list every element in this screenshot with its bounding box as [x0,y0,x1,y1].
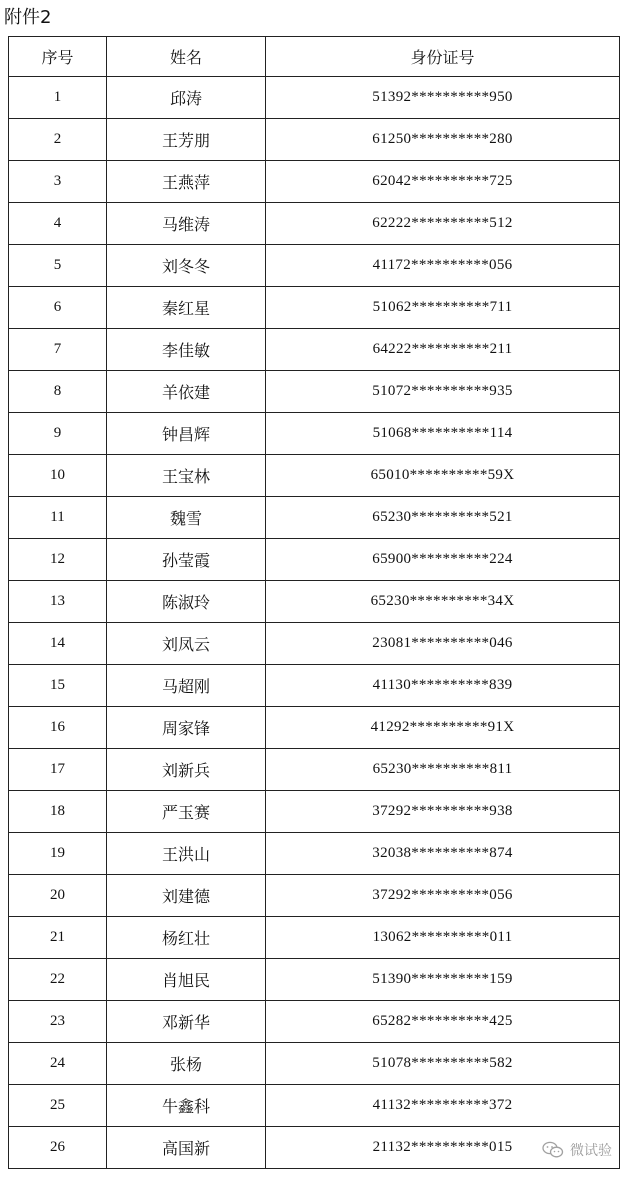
table-row [9,707,620,749]
row-id-number: 61250**********280 [266,119,620,161]
row-index: 2 [9,119,107,161]
row-index: 3 [9,161,107,203]
row-id-number: 13062**********011 [266,917,620,959]
row-name: 李佳敏 [107,329,266,371]
row-name: 钟昌辉 [107,413,266,455]
row-id-number: 65230**********811 [266,749,620,791]
header-name: 姓名 [107,37,266,77]
row-name: 秦红星 [107,287,266,329]
row-name: 刘凤云 [107,623,266,665]
table-row [9,1001,620,1043]
table-row [9,203,620,245]
row-index: 23 [9,1001,107,1043]
table-header-row [9,37,620,77]
row-index: 18 [9,791,107,833]
wechat-icon [542,1141,564,1159]
row-name: 刘冬冬 [107,245,266,287]
row-id-number: 51062**********711 [266,287,620,329]
row-name: 肖旭民 [107,959,266,1001]
row-index: 26 [9,1127,107,1169]
row-name: 严玉赛 [107,791,266,833]
row-name: 王燕萍 [107,161,266,203]
watermark-text: 微试验 [570,1143,612,1159]
row-index: 25 [9,1085,107,1127]
table-row [9,581,620,623]
row-index: 1 [9,77,107,119]
row-name: 高国新 [107,1127,266,1169]
row-index: 8 [9,371,107,413]
row-index: 13 [9,581,107,623]
row-index: 17 [9,749,107,791]
row-id-number: 65230**********34X [266,581,620,623]
row-id-number: 37292**********938 [266,791,620,833]
row-id-number: 41132**********372 [266,1085,620,1127]
row-name: 牛鑫科 [107,1085,266,1127]
row-id-number: 51392**********950 [266,77,620,119]
row-name: 王宝林 [107,455,266,497]
row-index: 14 [9,623,107,665]
row-name: 陈淑玲 [107,581,266,623]
table-row [9,539,620,581]
row-name: 王洪山 [107,833,266,875]
row-name: 羊依建 [107,371,266,413]
row-index: 7 [9,329,107,371]
row-index: 19 [9,833,107,875]
row-name: 马维涛 [107,203,266,245]
row-index: 10 [9,455,107,497]
row-id-number: 32038**********874 [266,833,620,875]
table-row [9,413,620,455]
row-index: 24 [9,1043,107,1085]
table-row [9,497,620,539]
row-name: 杨红壮 [107,917,266,959]
row-index: 16 [9,707,107,749]
row-name: 孙莹霞 [107,539,266,581]
row-index: 12 [9,539,107,581]
row-name: 刘建德 [107,875,266,917]
row-index: 9 [9,413,107,455]
table-row [9,875,620,917]
table-row [9,959,620,1001]
row-name: 魏雪 [107,497,266,539]
row-index: 11 [9,497,107,539]
row-index: 4 [9,203,107,245]
roster-table [8,36,620,1169]
row-id-number: 41130**********839 [266,665,620,707]
table-row [9,833,620,875]
table-row [9,749,620,791]
row-id-number: 51078**********582 [266,1043,620,1085]
table-body [9,77,620,1169]
row-index: 21 [9,917,107,959]
row-name: 刘新兵 [107,749,266,791]
row-id-number: 62222**********512 [266,203,620,245]
row-name: 马超刚 [107,665,266,707]
table-row [9,455,620,497]
row-index: 15 [9,665,107,707]
row-id-number: 64222**********211 [266,329,620,371]
table-row [9,1043,620,1085]
watermark [542,1140,612,1160]
row-id-number: 65010**********59X [266,455,620,497]
row-id-number: 23081**********046 [266,623,620,665]
row-index: 5 [9,245,107,287]
row-id-number: 62042**********725 [266,161,620,203]
table-row [9,77,620,119]
table-row [9,245,620,287]
header-index: 序号 [9,37,107,77]
row-name: 邱涛 [107,77,266,119]
row-index: 6 [9,287,107,329]
header-id-number: 身份证号 [266,37,620,77]
row-id-number: 41172**********056 [266,245,620,287]
row-name: 周家锋 [107,707,266,749]
table-row [9,371,620,413]
attachment-label: 附件2 [4,7,52,28]
row-id-number: 65900**********224 [266,539,620,581]
row-index: 20 [9,875,107,917]
table-row [9,287,620,329]
row-name: 王芳朋 [107,119,266,161]
row-id-number: 21132**********015 [266,1127,620,1169]
row-id-number: 51390**********159 [266,959,620,1001]
table-row [9,119,620,161]
row-id-number: 37292**********056 [266,875,620,917]
row-id-number: 51072**********935 [266,371,620,413]
row-id-number: 41292**********91X [266,707,620,749]
row-index: 22 [9,959,107,1001]
row-name: 张杨 [107,1043,266,1085]
table-row [9,791,620,833]
row-name: 邓新华 [107,1001,266,1043]
row-id-number: 51068**********114 [266,413,620,455]
table-row [9,917,620,959]
row-id-number: 65230**********521 [266,497,620,539]
table-row [9,1127,620,1169]
table-row [9,1085,620,1127]
row-id-number: 65282**********425 [266,1001,620,1043]
table-row [9,329,620,371]
table-row [9,161,620,203]
table-row [9,623,620,665]
table-row [9,665,620,707]
